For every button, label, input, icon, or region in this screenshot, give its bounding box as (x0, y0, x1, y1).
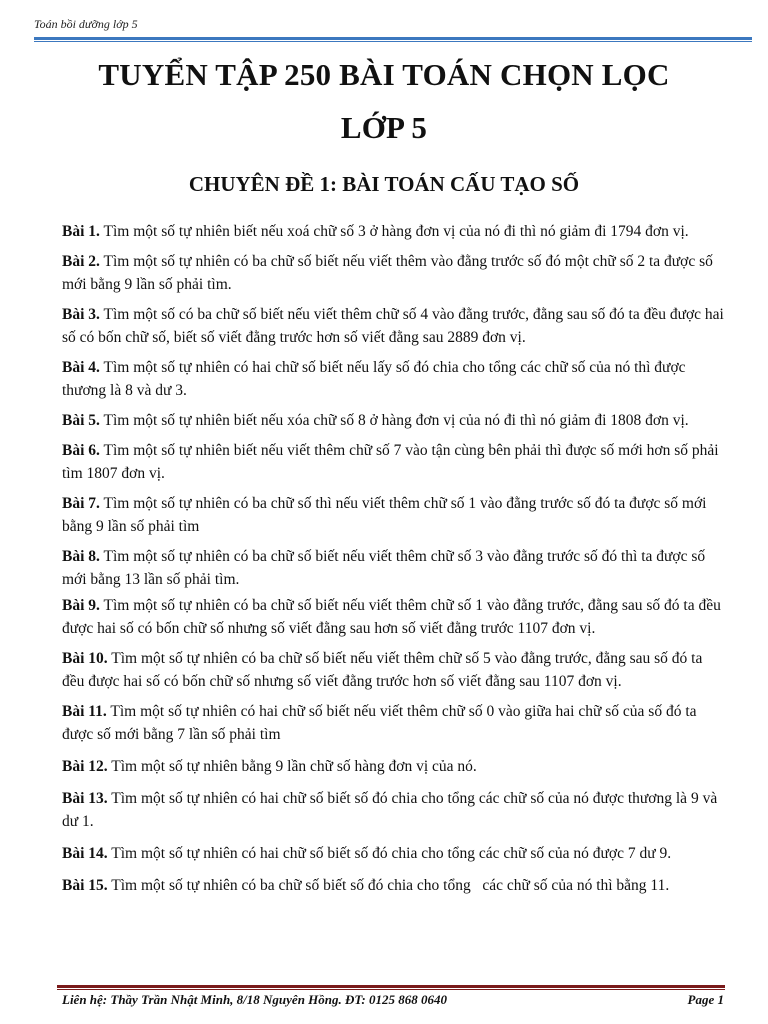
problem-text: Tìm một số tự nhiên có ba chữ số biết số đó chia cho tổng các chữ số của nó thì bằng 11. (111, 877, 670, 894)
problem-text: Tìm một số tự nhiên có ba chữ số biết nếu viết thêm chữ số 1 vào đằng trước, đằng sau số đó ta đều được hai số có bốn chữ số nhưng số viết đằng sau hơn số viết đằng trước 1107 đơn vị. (62, 597, 721, 637)
problem-text: Tìm một số tự nhiên có ba chữ số biết nếu viết thêm chữ số 5 vào đằng trước, đằng sau số đó ta đều được hai số có bốn chữ số nhưng số viết đằng trước hơn số viết đằng sau 1107 đơn vị. (62, 650, 703, 690)
problem-item (62, 787, 726, 833)
problem-item (62, 409, 726, 432)
problem-label: Bài 11. (62, 703, 107, 720)
problem-label: Bài 5. (62, 412, 100, 429)
document-title: TUYỂN TẬP 250 BÀI TOÁN CHỌN LỌC (98, 57, 670, 92)
problem-item (62, 874, 726, 897)
problem-text: Tìm một số tự nhiên có hai chữ số biết số đó chia cho tổng các chữ số của nó được 7 dư 9. (111, 845, 672, 862)
problem-text: Tìm một số tự nhiên có ba chữ số biết nếu viết thêm vào đằng trước số đó một chữ số 2 ta được số mới bằng 9 lần số phải tìm. (62, 253, 713, 293)
problem-label: Bài 9. (62, 597, 100, 614)
problem-text: Tìm một số tự nhiên có ba chữ số thì nếu viết thêm chữ số 1 vào đằng trước số đó ta được số mới bằng 9 lần số phải tìm (62, 495, 707, 535)
problem-text: Tìm một số tự nhiên biết nếu viết thêm chữ số 7 vào tận cùng bên phải thì được số mới hơn số phải tìm 1807 đơn vị. (62, 442, 719, 482)
document-title-grade: LỚP 5 (340, 110, 428, 145)
problem-item (62, 545, 726, 591)
problem-item (62, 303, 726, 349)
problem-label: Bài 14. (62, 845, 108, 862)
problem-item (62, 700, 726, 746)
problem-item (62, 842, 726, 865)
problem-label: Bài 15. (62, 877, 108, 894)
problem-label: Bài 10. (62, 650, 108, 667)
problem-label: Bài 4. (62, 359, 100, 376)
header-divider-thin (34, 41, 752, 42)
problem-item (62, 356, 726, 402)
problem-item (62, 492, 726, 538)
problem-text: Tìm một số tự nhiên biết nếu xoá chữ số 3 ở hàng đơn vị của nó đi thì nó giảm đi 1794 đơn vị. (103, 223, 689, 240)
problem-label: Bài 13. (62, 790, 108, 807)
problem-text: Tìm một số tự nhiên có hai chữ số biết nếu lấy số đó chia cho tổng các chữ số của nó thì được thương là 8 và dư 3. (62, 359, 686, 399)
problem-item (62, 594, 726, 640)
problem-label: Bài 2. (62, 253, 100, 270)
problem-text: Tìm một số tự nhiên có hai chữ số biết nếu viết thêm chữ số 0 vào giữa hai chữ số của số đó ta được số mới bằng 7 lần số phải tìm (62, 703, 697, 743)
problem-label: Bài 3. (62, 306, 100, 323)
footer-divider (57, 985, 725, 988)
page-header-text: Toán bồi dưỡng lớp 5 (34, 17, 138, 31)
problem-text: Tìm một số tự nhiên có ba chữ số biết nếu viết thêm chữ số 3 vào đằng trước số đó thì ta được số mới bằng 13 lần số phải tìm. (62, 548, 706, 588)
footer-contact: Liên hệ: Thầy Trần Nhật Minh, 8/18 Nguyên Hồng. ĐT: 0125 868 0640 (62, 992, 447, 1007)
problem-item (62, 250, 726, 296)
problem-item (62, 647, 726, 693)
chapter-heading: CHUYÊN ĐỀ 1: BÀI TOÁN CẤU TẠO SỐ (188, 172, 580, 196)
header-divider (34, 37, 752, 40)
problem-item (62, 220, 726, 243)
problem-label: Bài 1. (62, 223, 100, 240)
problem-label: Bài 7. (62, 495, 100, 512)
problem-item (62, 439, 726, 485)
footer-divider-thin (57, 989, 725, 990)
problem-label: Bài 6. (62, 442, 100, 459)
page-number: Page 1 (687, 992, 724, 1007)
problem-label: Bài 8. (62, 548, 100, 565)
problem-text: Tìm một số tự nhiên có hai chữ số biết số đó chia cho tổng các chữ số của nó được thương là 9 và dư 1. (62, 790, 718, 830)
problem-list (62, 220, 726, 897)
problem-item (62, 755, 726, 778)
problem-label: Bài 12. (62, 758, 108, 775)
problem-text: Tìm một số tự nhiên bằng 9 lần chữ số hàng đơn vị của nó. (111, 758, 477, 775)
problem-text: Tìm một số có ba chữ số biết nếu viết thêm chữ số 4 vào đằng trước, đằng sau số đó ta đều được hai số có bốn chữ số, biết số viết đằng trước hơn số viết đằng sau 2889 đơn vị. (62, 306, 724, 346)
problem-text: Tìm một số tự nhiên biết nếu xóa chữ số 8 ở hàng đơn vị của nó đi thì nó giảm đi 1808 đơn vị. (103, 412, 689, 429)
